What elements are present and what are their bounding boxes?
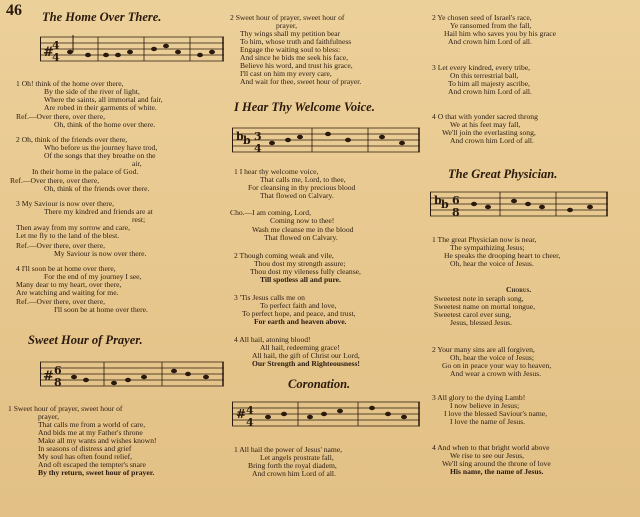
hymn-title-great-physician: The Great Physician. [448, 167, 558, 181]
svg-text:4: 4 [246, 404, 254, 417]
page-number: 46 [6, 2, 22, 19]
hymn-title-coronation: Coronation. [288, 377, 351, 391]
svg-text:4: 4 [254, 142, 262, 155]
svg-text:8: 8 [452, 206, 460, 219]
svg-text:b: b [236, 130, 244, 143]
hymn-title-welcome-voice: I Hear Thy Welcome Voice. [234, 100, 375, 114]
music-staff-great-physician [430, 184, 608, 230]
hymnal-page: 46 The Home Over There. # 4 4 1 Oh! think of the home over there, By the side of the river of light, Where the saints, all immortal and fair, Are robed in their garments of white. Ref.—Over there, over there, Oh, think of the home over there. 2 Oh, think of the friends over there, Who before us the journey have trod, Of the songs that they breathe on the air, In their home in the palace of God. Ref.—Over there, over there, Oh, think of the friends over there. 3 My Saviour is now over there, There my kindred and friends are at rest; Then away from my sorrow and care, Let me fly to the land of the blest. Ref.—Over there, over there, My Saviour is now over there. 4 I'll soon be at home over there, For the end of my journey I see, Many dear to my heart, over there, Are watching and waiting for me. Ref.—Over there, over there, I'll soon be at home over there. Sweet Hour of Prayer. # 6 8 1 Sweet hour of prayer, sweet hour of prayer, That calls me from a world of care, And bids me at my Father's throne Make all my wants and wishes known! In seasons of distress and grief My soul has often found relief, And oft escaped the tempter's snare By thy return, sweet hour of prayer. 2 Sweet hour of prayer, sweet hour of prayer, Thy wings shall my petition bear To him, whose truth and faithfulness Engage the waiting soul to bless: And since he bids me seek his face, Believe his word, and trust his grace, I'll cast on him my every care, And wait for thee, sweet hour of prayer. I Hear Thy Welcome Voice. b b 3 4 1 I hear thy welcome voice, That calls me, Lord, to thee, For cleansing in thy precious blood That flowed on Calvary. Cho.—I am coming, Lord, Coming now to thee! Wash me cleanse me in the blood That flowed on Calvary. 2 Though coming weak and vile, Thou dost my strength assure; Thou dost my vileness fully cleanse, Till spotless all and pure. 3 'Tis Jesus calls me on To perfect faith and love, To perfect hope, and peace, and trust, For earth and heaven above. 4 All hail, atoning blood! All hail, redeeming grace! All hail, the gift of Christ our Lord, Our Strength and Righteousness! Coronation. # 4 4 1 All hail the power of Jesus' name, Let angels prostrate fall, Bring forth the royal diadem, And crown him Lord of all. 2 Ye chosen seed of Israel's race, Ye ransomed from the fall, Hail him who saves you by his grace And crown him Lord of all. 3 Let every kindred, every tribe, On this terrestrial ball, To him all majesty ascribe, And crown him Lord of all. 4 O that with yonder sacred throng We at his feet may fall, We'll join the everlasting song, And crown him Lord of all. The Great Physician. b b 6 8 1 The great Physician now is near, The sympathizing Jesus; He speaks the drooping heart to cheer, Oh, hear the voice of Jesus. Chorus. Sweetest note in seraph song, Sweetest name on mortal tongue, Sweetest carol ever sung, Jesus, blessed Jesus. 2 Your many sins are all forgiven, Oh, hear the voice of Jesus; Go on in peace your way to heaven, And wear a crown with Jesus. 3 All glory to the dying Lamb! I now believe in Jesus; I love the blessed Saviour's name, I love the name of Jesus. 4 And when to that bright world above We rise to see our Jesus, We'll sing around the throne of love His name, the name of Jesus. [0, 0, 640, 517]
svg-text:b: b [434, 194, 442, 207]
svg-text:4: 4 [246, 416, 254, 429]
svg-text:6: 6 [54, 364, 62, 377]
svg-text:6: 6 [452, 194, 460, 207]
svg-text:#: # [43, 45, 54, 60]
svg-text:4: 4 [52, 51, 60, 64]
music-staff-welcome-voice [232, 118, 420, 166]
hymn-title-sweet-hour-of-prayer: Sweet Hour of Prayer. [28, 333, 143, 347]
music-staff-sweet-hour [40, 352, 224, 398]
svg-text:8: 8 [54, 376, 62, 389]
svg-text:b: b [243, 134, 251, 147]
music-staff-home-over-there [40, 29, 224, 73]
svg-text:#: # [236, 407, 247, 421]
svg-text:4: 4 [52, 39, 60, 52]
svg-text:3: 3 [254, 130, 262, 143]
hymn-title-home-over-there: The Home Over There. [42, 10, 162, 24]
svg-text:#: # [43, 369, 54, 384]
svg-text:b: b [441, 198, 449, 211]
chorus-label: Chorus. [506, 285, 532, 294]
music-staff-coronation [232, 394, 420, 440]
